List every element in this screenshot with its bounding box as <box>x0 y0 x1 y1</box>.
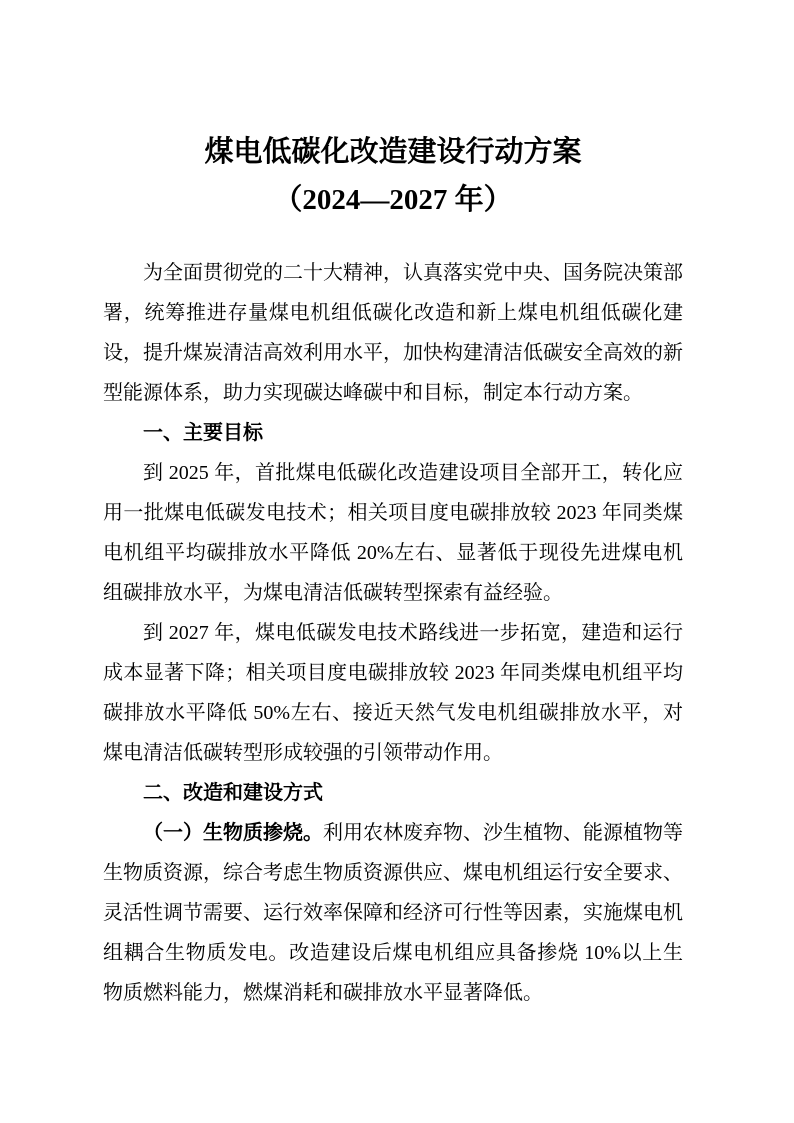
biomass-cofiring-lead: （一）生物质掺烧。 <box>143 822 323 844</box>
document-body <box>103 253 683 1013</box>
biomass-cofiring-paragraph <box>103 813 683 1013</box>
biomass-cofiring-text: 利用农林废弃物、沙生植物、能源植物等生物质资源，综合考虑生物质资源供应、煤电机组运行安全要求、灵活性调节需要、运行效率保障和经济可行性等因素，实施煤电机组耦合生物质发电。改造建设后煤电机组应具备掺烧 10%以上生物质燃料能力，燃煤消耗和碳排放水平显著降低。 <box>103 822 683 1004</box>
goal-2027-paragraph: 到 2027 年，煤电低碳发电技术路线进一步拓宽，建造和运行成本显著下降；相关项目度电碳排放较 2023 年同类煤电机组平均碳排放水平降低 50%左右、接近天然气发电机组碳排放水平，对煤电清洁低碳转型形成较强的引领带动作用。 <box>103 622 683 764</box>
document-title <box>103 128 683 224</box>
section-1-heading: 一、主要目标 <box>143 422 263 444</box>
intro-paragraph: 为全面贯彻党的二十大精神，认真落实党中央、国务院决策部署，统筹推进存量煤电机组低碳化改造和新上煤电机组低碳化建设，提升煤炭清洁高效利用水平，加快构建清洁低碳安全高效的新型能源体系，助力实现碳达峰碳中和目标，制定本行动方案。 <box>103 262 683 404</box>
document-title-line2: （2024—2027 年） <box>273 184 513 216</box>
goal-2025-paragraph: 到 2025 年，首批煤电低碳化改造建设项目全部开工，转化应用一批煤电低碳发电技术；相关项目度电碳排放较 2023 年同类煤电机组平均碳排放水平降低 20%左右、显著低于现役先进煤电机组碳排放水平，为煤电清洁低碳转型探索有益经验。 <box>103 462 683 604</box>
section-2-heading: 二、改造和建设方式 <box>143 782 323 804</box>
document-title-line1: 煤电低碳化改造建设行动方案 <box>204 136 582 168</box>
